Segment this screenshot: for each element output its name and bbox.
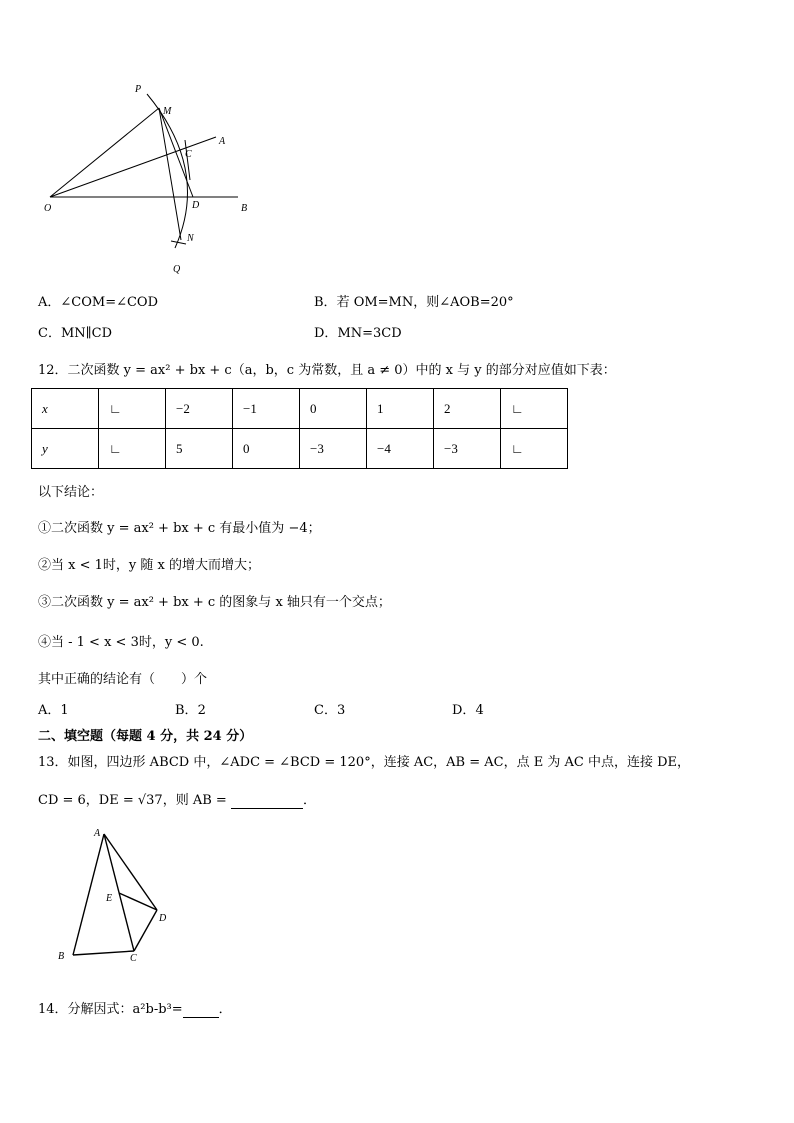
label-b: B	[241, 203, 248, 214]
option-text: MN=3CD	[337, 326, 402, 341]
q11-option-a[interactable]	[38, 291, 158, 310]
q12-intro: 以下结论：	[38, 485, 104, 500]
q13-line2	[38, 789, 316, 809]
q11-option-d[interactable]	[314, 322, 402, 341]
table-cell: 5	[166, 429, 233, 469]
option-text: MN∥CD	[60, 326, 113, 341]
table-cell: ∟	[99, 429, 166, 469]
quadrilateral-figure	[50, 822, 190, 967]
option-letter: A．	[38, 703, 61, 718]
table-cell: −3	[434, 429, 501, 469]
option-letter: C．	[314, 703, 337, 718]
table-cell: 0	[233, 429, 300, 469]
table-cell: ∟	[99, 389, 166, 429]
q12-stem: 12．二次函数 y = ax² + bx + c（a，b，c 为常数，且 a ≠ 0）中的 x 与 y 的部分对应值如下表：	[38, 363, 616, 378]
option-text: 3	[336, 703, 346, 718]
option-letter: D．	[314, 326, 338, 341]
table-cell: −3	[300, 429, 367, 469]
label-a: A	[219, 136, 226, 147]
q12-option-b[interactable]	[175, 699, 206, 718]
answer-blank[interactable]	[183, 1002, 219, 1018]
option-letter: C．	[38, 326, 61, 341]
q11-option-b[interactable]	[314, 291, 514, 310]
option-text: 4	[475, 703, 484, 718]
q12-conclusion-1: ①二次函数 y = ax² + bx + c 有最小值为 −4；	[38, 521, 321, 536]
option-text: 1	[60, 703, 69, 718]
label-n: N	[187, 233, 194, 244]
table-cell: x	[32, 389, 99, 429]
q13-line2-end: ．	[302, 793, 316, 808]
label-o: O	[44, 203, 52, 214]
q12-conclusion-2: ②当 x < 1时，y 随 x 的增大而增大；	[38, 558, 260, 573]
label-e: E	[106, 893, 113, 904]
value-table	[31, 388, 568, 469]
q13-line2-text: CD = 6，DE = √37，则 AB =	[38, 793, 227, 808]
q12-option-d[interactable]	[452, 699, 484, 718]
table-row	[32, 389, 568, 429]
label-m: M	[163, 106, 172, 117]
table-cell: 1	[367, 389, 434, 429]
angle-figure	[40, 80, 270, 280]
table-cell: −4	[367, 429, 434, 469]
q14-text: 14．分解因式：a²b-b³=	[38, 1002, 183, 1017]
table-cell: y	[32, 429, 99, 469]
table-cell: −2	[166, 389, 233, 429]
table-row	[32, 429, 568, 469]
label-b: B	[58, 951, 65, 962]
label-a: A	[94, 828, 101, 839]
option-text: 若 OM=MN，则∠AOB=20°	[336, 295, 514, 310]
option-text: 2	[197, 703, 206, 718]
label-d: D	[159, 913, 167, 924]
option-letter: D．	[452, 703, 476, 718]
label-p: P	[135, 84, 142, 95]
label-c: C	[185, 149, 192, 160]
q13-line1: 13．如图，四边形 ABCD 中，∠ADC = ∠BCD = 120°，连接 AC，AB = AC，点 E 为 AC 中点，连接 DE，	[38, 755, 690, 770]
q12-option-a[interactable]	[38, 699, 69, 718]
option-letter: B．	[175, 703, 198, 718]
table-cell: ∟	[501, 429, 568, 469]
q11-option-c[interactable]	[38, 322, 112, 341]
answer-blank[interactable]	[231, 793, 303, 809]
option-letter: B．	[314, 295, 337, 310]
q14-end: ．	[218, 1002, 232, 1017]
table-cell: 2	[434, 389, 501, 429]
label-c: C	[130, 953, 137, 964]
q14	[38, 998, 232, 1018]
label-d: D	[192, 200, 200, 211]
section-title: 二、填空题（每题 4 分，共 24 分）	[38, 729, 253, 744]
label-q: Q	[173, 264, 181, 275]
q12-conclusion-3: ③二次函数 y = ax² + bx + c 的图象与 x 轴只有一个交点；	[38, 595, 391, 610]
option-letter: A．	[38, 295, 61, 310]
q12-conclusion-4: ④当 - 1 < x < 3时，y < 0.	[38, 635, 204, 650]
q12-option-c[interactable]	[314, 699, 345, 718]
table-cell: 0	[300, 389, 367, 429]
option-text: ∠COM=∠COD	[60, 295, 159, 310]
table-cell: ∟	[501, 389, 568, 429]
q12-question: 其中正确的结论有（ ）个	[38, 672, 208, 687]
table-cell: −1	[233, 389, 300, 429]
